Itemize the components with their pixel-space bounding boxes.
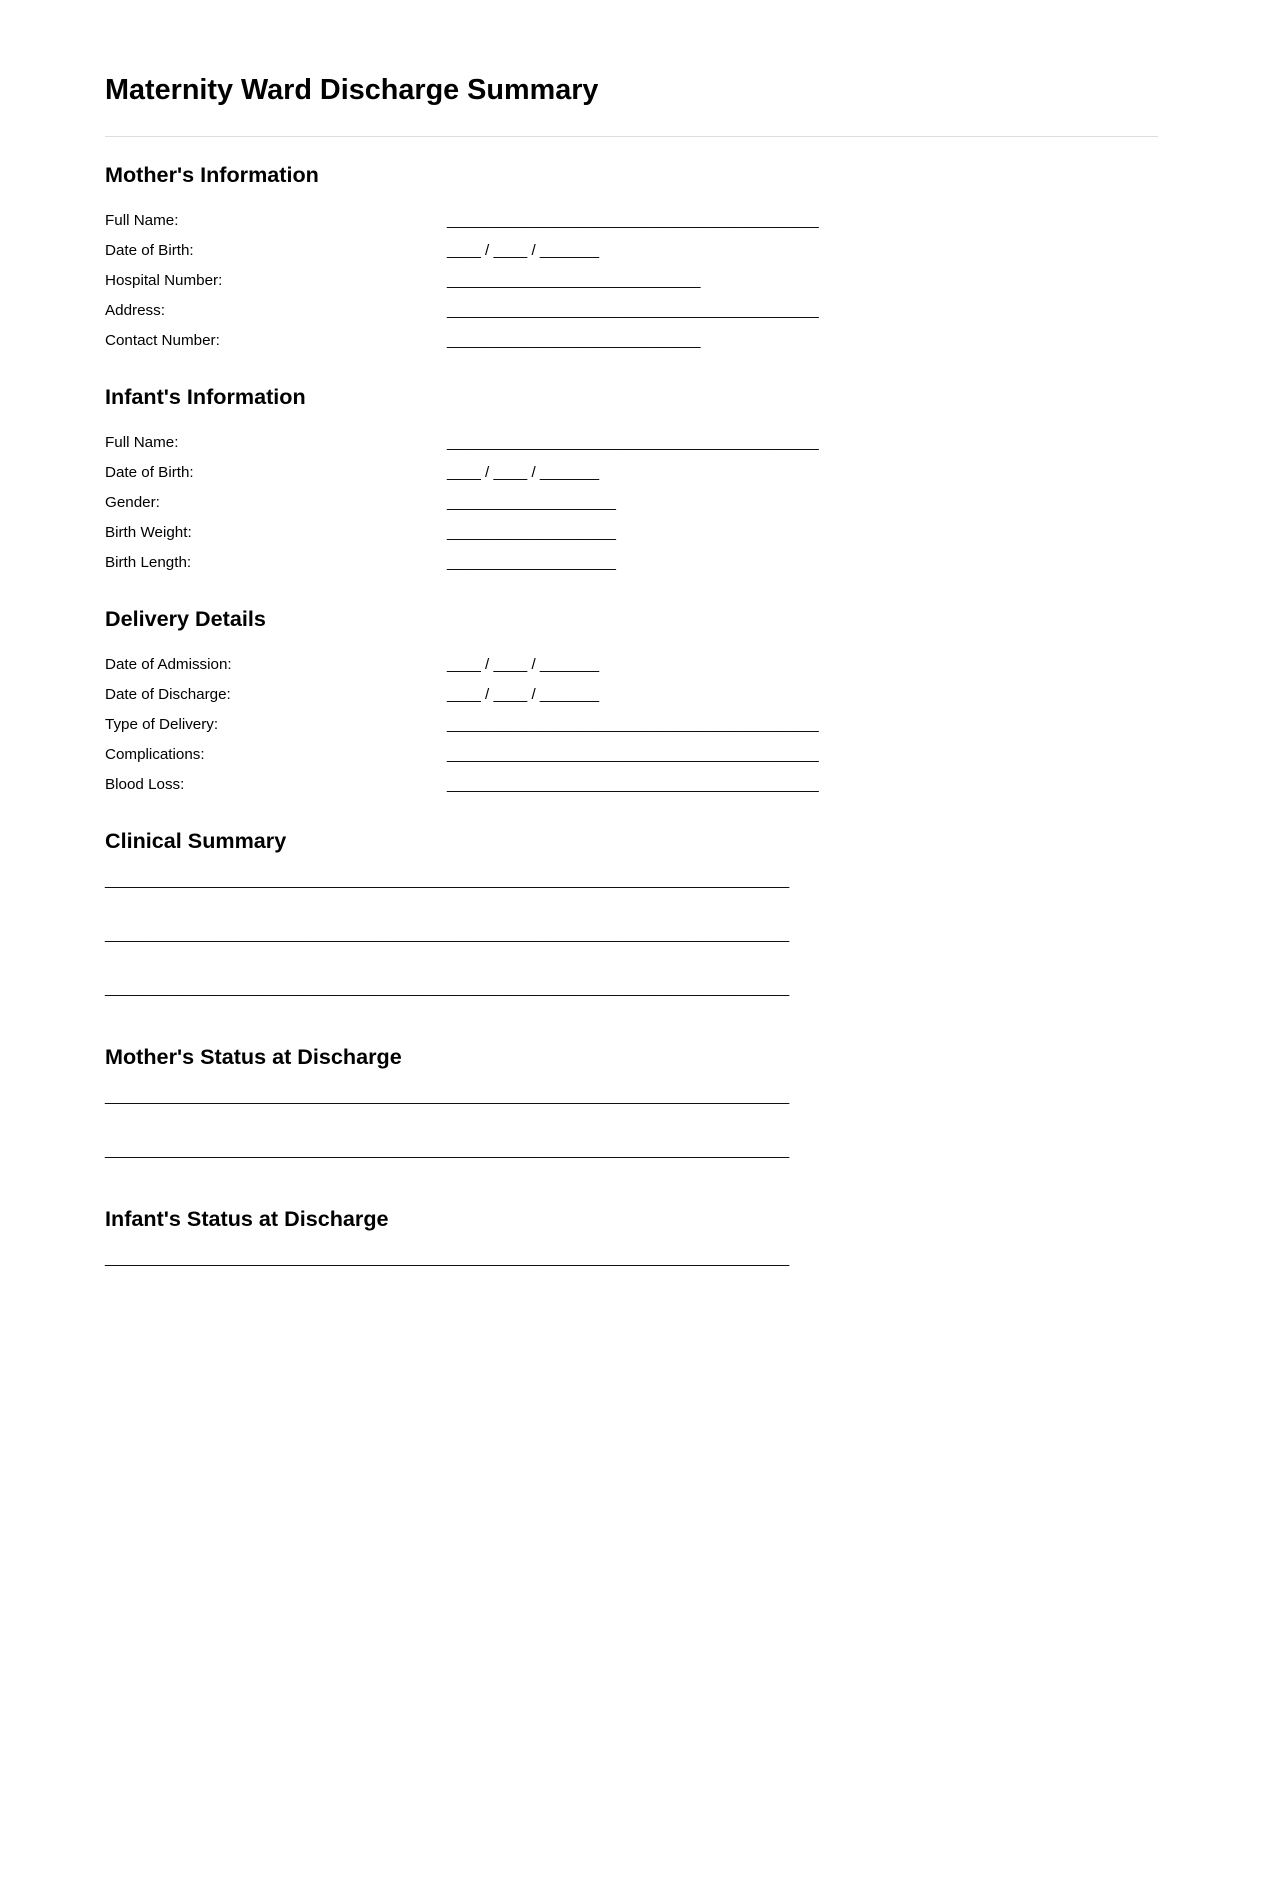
infant-full-name-blank[interactable]: ____________________________________________ [447, 434, 819, 451]
mother-status-lines [105, 1070, 1158, 1178]
infant-status-line-1[interactable]: _________________________________________________________________________________ [105, 1250, 790, 1267]
field-infant-birth-length [105, 548, 1158, 578]
field-mother-address [105, 296, 1158, 326]
section-clinical-summary [105, 828, 1158, 1016]
field-infant-gender [105, 488, 1158, 518]
section-heading: Mother's Status at Discharge [105, 1044, 402, 1069]
mother-hospital-number-blank[interactable]: ______________________________ [447, 272, 701, 289]
section-infant-information [105, 384, 1158, 578]
field-label: Type of Delivery: [105, 716, 219, 733]
type-of-delivery-blank[interactable]: ____________________________________________ [447, 716, 819, 733]
field-complications [105, 740, 1158, 770]
blood-loss-blank[interactable]: ____________________________________________ [447, 776, 819, 793]
mother-full-name-blank[interactable]: ____________________________________________ [447, 212, 819, 229]
clinical-summary-lines [105, 854, 1158, 1016]
field-mother-date-of-birth [105, 236, 1158, 266]
field-label: Birth Length: [105, 554, 192, 571]
field-mother-full-name [105, 206, 1158, 236]
section-mother-information [105, 162, 1158, 356]
mother-status-line-1[interactable]: _________________________________________________________________________________ [105, 1088, 790, 1105]
field-infant-full-name [105, 428, 1158, 458]
clinical-summary-line-3[interactable]: _________________________________________________________________________________ [105, 980, 790, 997]
field-label: Contact Number: [105, 332, 220, 349]
field-label: Full Name: [105, 212, 179, 229]
section-delivery-details [105, 606, 1158, 800]
section-heading: Mother's Information [105, 162, 319, 187]
field-list [105, 650, 1158, 800]
field-label: Date of Discharge: [105, 686, 231, 703]
mother-address-blank[interactable]: ____________________________________________ [447, 302, 819, 319]
field-label: Date of Birth: [105, 242, 194, 259]
clinical-summary-line-1[interactable]: _________________________________________________________________________________ [105, 872, 790, 889]
field-label: Date of Birth: [105, 464, 194, 481]
field-blood-loss [105, 770, 1158, 800]
infant-birth-length-blank[interactable]: ____________________ [447, 554, 616, 571]
date-of-admission-blank[interactable]: ____ / ____ / _______ [447, 656, 600, 673]
section-mother-status-at-discharge [105, 1044, 1158, 1178]
field-label: Blood Loss: [105, 776, 185, 793]
section-heading: Infant's Status at Discharge [105, 1206, 389, 1231]
field-label: Birth Weight: [105, 524, 192, 541]
field-type-of-delivery [105, 710, 1158, 740]
page-title: Maternity Ward Discharge Summary [105, 74, 599, 106]
field-label: Complications: [105, 746, 205, 763]
infant-date-of-birth-blank[interactable]: ____ / ____ / _______ [447, 464, 600, 481]
section-heading: Clinical Summary [105, 828, 287, 853]
field-mother-hospital-number [105, 266, 1158, 296]
section-heading: Delivery Details [105, 606, 266, 631]
field-infant-date-of-birth [105, 458, 1158, 488]
field-date-of-admission [105, 650, 1158, 680]
field-date-of-discharge [105, 680, 1158, 710]
field-infant-birth-weight [105, 518, 1158, 548]
mother-contact-number-blank[interactable]: ______________________________ [447, 332, 701, 349]
infant-birth-weight-blank[interactable]: ____________________ [447, 524, 616, 541]
field-list [105, 206, 1158, 356]
field-label: Hospital Number: [105, 272, 223, 289]
mother-status-line-2[interactable]: _________________________________________________________________________________ [105, 1142, 790, 1159]
field-label: Full Name: [105, 434, 179, 451]
field-mother-contact-number [105, 326, 1158, 356]
field-label: Address: [105, 302, 165, 319]
field-list [105, 428, 1158, 578]
section-heading: Infant's Information [105, 384, 306, 409]
title-divider [105, 136, 1158, 137]
complications-blank[interactable]: ____________________________________________ [447, 746, 819, 763]
mother-date-of-birth-blank[interactable]: ____ / ____ / _______ [447, 242, 600, 259]
date-of-discharge-blank[interactable]: ____ / ____ / _______ [447, 686, 600, 703]
infant-gender-blank[interactable]: ____________________ [447, 494, 616, 511]
field-label: Date of Admission: [105, 656, 232, 673]
section-infant-status-at-discharge [105, 1206, 1158, 1286]
infant-status-lines [105, 1232, 1158, 1286]
field-label: Gender: [105, 494, 160, 511]
clinical-summary-line-2[interactable]: _________________________________________________________________________________ [105, 926, 790, 943]
